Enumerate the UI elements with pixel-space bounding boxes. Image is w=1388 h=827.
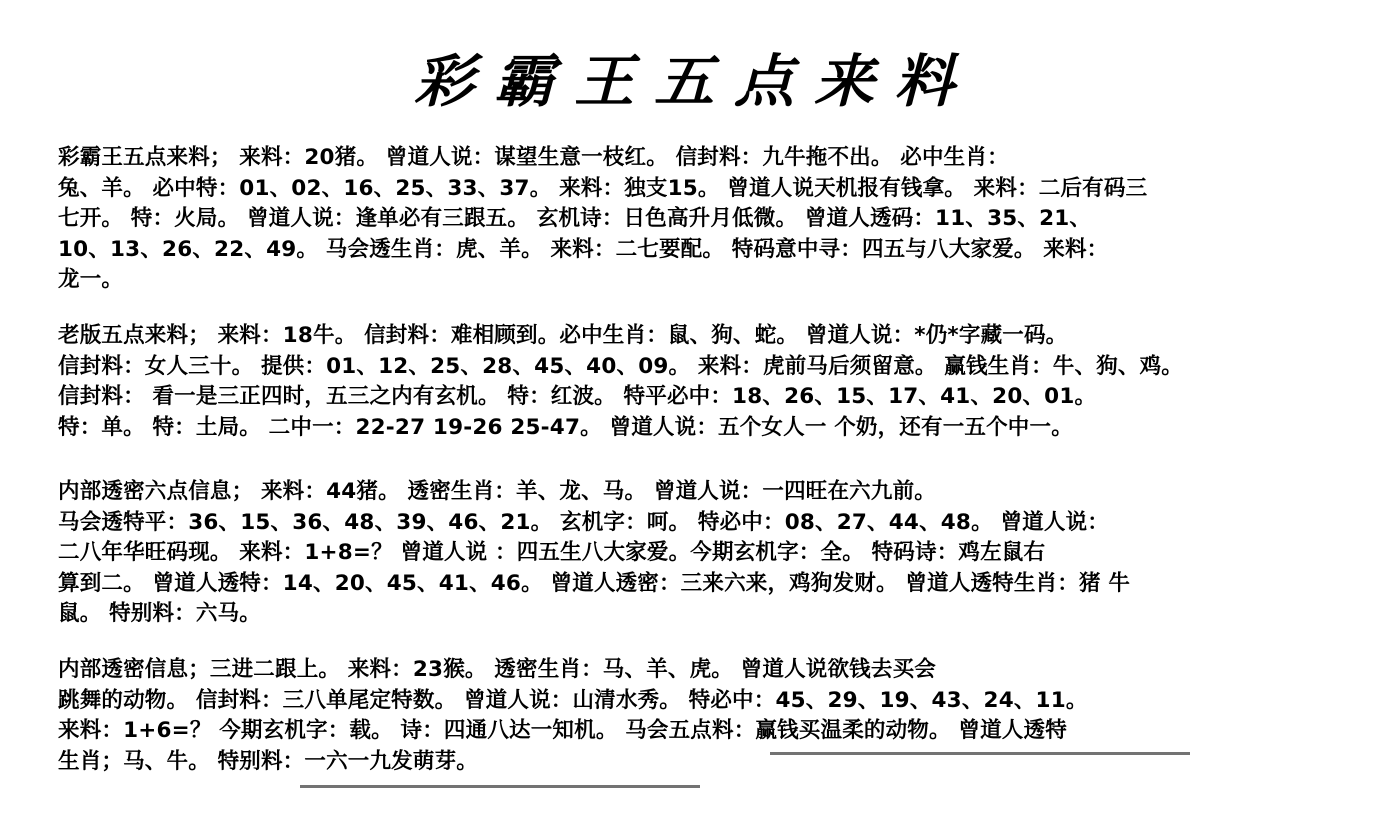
info-paragraph-1: 彩霸王五点来料； 来料：20猪。 曾道人说：谋望生意一枝红。 信封料：九牛拖不出。 必中生肖： 兔、羊。 必中特：01、02、16、25、33、37。 来料：独支15。 曾道人说天机报有钱拿。 来料：二后有码三 七开。 特：火局。 曾道人说：逢单必有三跟五。 玄机诗：日色高升月低微。 曾道人透码：11、35、21、 10、13、26、22、49。 马会透生肖：虎、羊。 来料：二七要配。 特码意中寻：四五与八大家爱。 来料： 龙一。 xyxy=(58,145,1148,292)
scan-artifact xyxy=(770,752,1190,755)
info-paragraph-4: 内部透密信息；三进二跟上。 来料：23猴。 透密生肖：马、羊、虎。 曾道人说欲钱去买会 跳舞的动物。 信封料：三八单尾定特数。 曾道人说：山清水秀。 特必中：45、29、19、43、24、11。 来料：1+6=？ 今期玄机字：载。 诗：四通八达一知机。 马会五点料：赢钱买温柔的动物。 曾道人透特 生肖；马、牛。 特别料：一六一九发萌芽。 xyxy=(58,657,1088,774)
info-paragraph-2: 老版五点来料； 来料：18牛。 信封料：难相顾到。必中生肖：鼠、狗、蛇。 曾道人说：*仍*字藏一码。 信封料：女人三十。 提供：01、12、25、28、45、40、09。 来料：虎前马后须留意。 赢钱生肖：牛、狗、鸡。 信封料： 看一是三正四时，五三之内有玄机。 特：红波。 特平必中：18、26、15、17、41、20、01。 特：单。 特：土局。 二中一：22-27 19-26 25-47。 曾道人说：五个女人一 个奶，还有一五个中一。 xyxy=(58,323,1183,440)
scan-artifact xyxy=(300,785,700,788)
info-paragraph-3: 内部透密六点信息； 来料：44猪。 透密生肖：羊、龙、马。 曾道人说：一四旺在六九前。 马会透特平：36、15、36、48、39、46、21。 玄机字：呵。 特必中：08、27、44、48。 曾道人说： 二八年华旺码现。 来料：1+8=？ 曾道人说 ：四五生八大家爱。今期玄机字：全。 特码诗：鸡左鼠右 算到二。 曾道人透特：14、20、45、41、46。 曾道人透密：三来六来，鸡狗发财。 曾道人透特生肖：猪 牛 鼠。 特别料：六马。 xyxy=(58,479,1131,626)
page-title: 彩霸王五点来料 xyxy=(414,48,974,116)
